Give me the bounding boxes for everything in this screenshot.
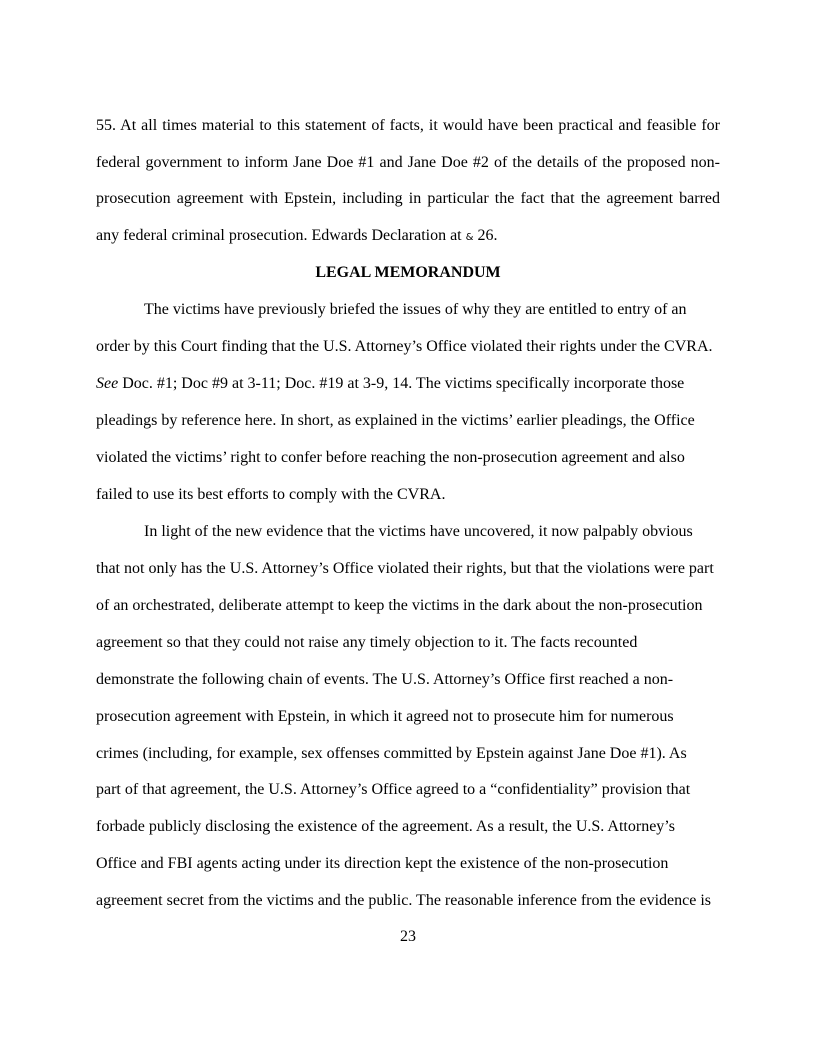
memo-paragraph-2-line-6: prosecution agreement with Epstein, in which it agreed not to prosecute him for numerous xyxy=(96,708,674,725)
paragraph-55-line-4 xyxy=(96,226,720,248)
paragraph-55-line-1: 55. At all times material to this statement of facts, it would have been practical and feasible for xyxy=(96,117,720,134)
memo-paragraph-2-line-5: demonstrate the following chain of events. The U.S. Attorney’s Office first reached a non- xyxy=(96,671,674,688)
paragraph-55-line-3: prosecution agreement with Epstein, including in particular the fact that the agreement barred xyxy=(96,190,720,207)
memo-paragraph-1-line-5: violated the victims’ right to confer before reaching the non-prosecution agreement and also xyxy=(96,449,685,466)
memo-paragraph-1-line-6: failed to use its best efforts to comply with the CVRA. xyxy=(96,486,446,503)
see-signal: See xyxy=(96,375,119,392)
paragraph-55-line-2: federal government to inform Jane Doe #1 and Jane Doe #2 of the details of the proposed non- xyxy=(96,154,720,171)
paragraph-symbol: & xyxy=(465,232,474,243)
memo-paragraph-2-line-11: agreement secret from the victims and the public. The reasonable inference from the evidence is xyxy=(96,892,711,909)
memo-paragraph-1-line-3-text: Doc. #1; Doc #9 at 3-11; Doc. #19 at 3-9, 14. The victims specifically incorporate those xyxy=(122,375,685,392)
memo-paragraph-2-line-10: Office and FBI agents acting under its direction kept the existence of the non-prosecution xyxy=(96,855,669,872)
memo-paragraph-2-line-3: of an orchestrated, deliberate attempt to keep the victims in the dark about the non-prosecution xyxy=(96,597,703,614)
memo-paragraph-2-line-8: part of that agreement, the U.S. Attorney’s Office agreed to a “confidentiality” provision that xyxy=(96,781,691,798)
page-number: 23 xyxy=(400,928,416,945)
memo-paragraph-2-line-9: forbade publicly disclosing the existence of the agreement. As a result, the U.S. Attorney’s xyxy=(96,818,675,835)
paragraph-55-line-4-tail: 26. xyxy=(473,227,498,244)
memo-paragraph-2-line-1: In light of the new evidence that the victims have uncovered, it now palpably obvious xyxy=(144,523,693,540)
memo-paragraph-1-line-1: The victims have previously briefed the issues of why they are entitled to entry of an xyxy=(144,301,687,318)
memo-paragraph-2-line-7: crimes (including, for example, sex offenses committed by Epstein against Jane Doe #1). As xyxy=(96,745,687,762)
memo-paragraph-2-line-2: that not only has the U.S. Attorney’s Office violated their rights, but that the violations were part xyxy=(96,560,714,577)
memo-paragraph-2-line-4: agreement so that they could not raise any timely objection to it. The facts recounted xyxy=(96,634,638,651)
memo-paragraph-1-line-4: pleadings by reference here. In short, as explained in the victims’ earlier pleadings, the Office xyxy=(96,412,695,429)
memo-paragraph-1-line-2: order by this Court finding that the U.S. Attorney’s Office violated their rights under the CVRA. xyxy=(96,338,713,355)
paragraph-55-line-4-text: any federal criminal prosecution. Edwards Declaration at xyxy=(96,227,462,244)
legal-memorandum-heading: LEGAL MEMORANDUM xyxy=(315,264,501,281)
memo-paragraph-1-line-3 xyxy=(96,374,720,394)
